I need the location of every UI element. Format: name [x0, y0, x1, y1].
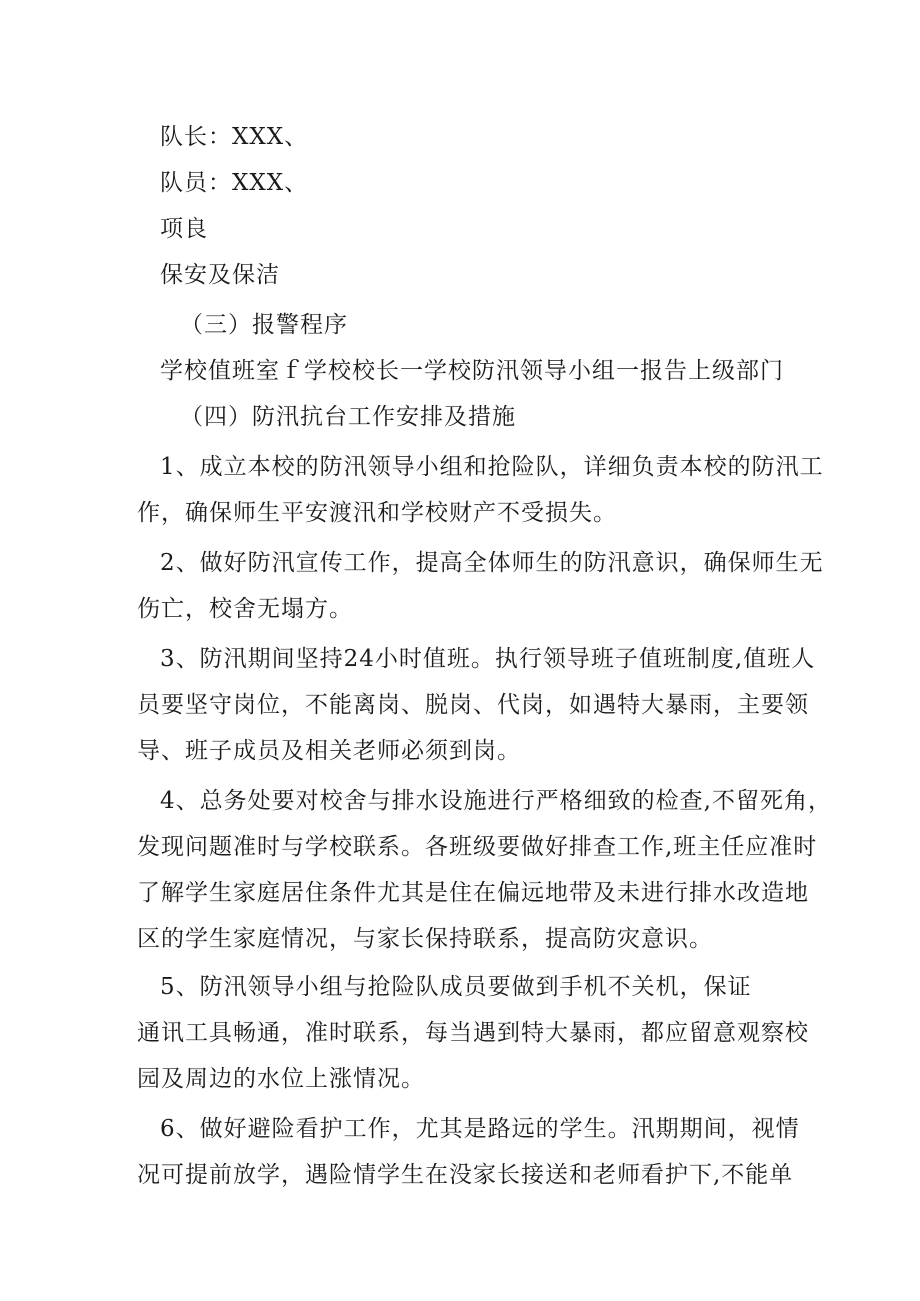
security-cleaning-line: 保安及保洁 [160, 262, 280, 288]
section-4-heading: （四）防汛抗台工作安排及措施 [180, 404, 516, 430]
item-2-line-1: 2、做好防汛宣传工作，提高全体师生的防汛意识，确保师生无 [160, 550, 824, 576]
item-3-line-1: 3、防汛期间坚持24小时值班。执行领导班子值班制度,值班人 [160, 646, 816, 672]
item-1-line-2: 作，确保师生平安渡汛和学校财产不受损失。 [137, 500, 617, 526]
item-line: 项良 [160, 216, 208, 242]
team-members-line: 队员：XXX、 [160, 170, 309, 196]
alarm-procedure-line: 学校值班室ｆ学校校长一学校防汛领导小组一报告上级部门 [160, 358, 784, 384]
item-4-line-1: 4、总务处要对校舍与排水设施进行严格细致的检查,不留死角， [160, 788, 832, 814]
item-6-line-1: 6、做好避险看护工作，尤其是路远的学生。汛期期间，视情 [160, 1116, 800, 1142]
item-4-line-2: 发现问题准时与学校联系。各班级要做好排查工作,班主任应准时 [137, 834, 818, 860]
item-3-line-3: 导、班子成员及相关老师必须到岗。 [137, 738, 521, 764]
section-3-heading: （三）报警程序 [180, 312, 348, 338]
item-1-line-1: 1、成立本校的防汛领导小组和抢险队，详细负责本校的防汛工 [160, 454, 824, 480]
team-captain-line: 队长：XXX、 [160, 124, 309, 150]
item-4-line-3: 了解学生家庭居住条件尤其是住在偏远地带及未进行排水改造地 [137, 880, 809, 906]
item-4-line-4: 区的学生家庭情况，与家长保持联系，提高防灾意识。 [137, 926, 713, 952]
item-5-line-1: 5、防汛领导小组与抢险队成员要做到手机不关机，保证 [160, 974, 752, 1000]
item-6-line-2: 况可提前放学，遇险情学生在没家长接送和老师看护下,不能单 [137, 1162, 794, 1188]
item-5-line-3: 园及周边的水位上涨情况。 [137, 1066, 425, 1092]
item-3-line-2: 员要坚守岗位，不能离岗、脱岗、代岗，如遇特大暴雨，主要领 [137, 692, 809, 718]
item-5-line-2: 通讯工具畅通，准时联系，每当遇到特大暴雨，都应留意观察校 [137, 1020, 809, 1046]
item-2-line-2: 伤亡，校舍无塌方。 [137, 596, 353, 622]
